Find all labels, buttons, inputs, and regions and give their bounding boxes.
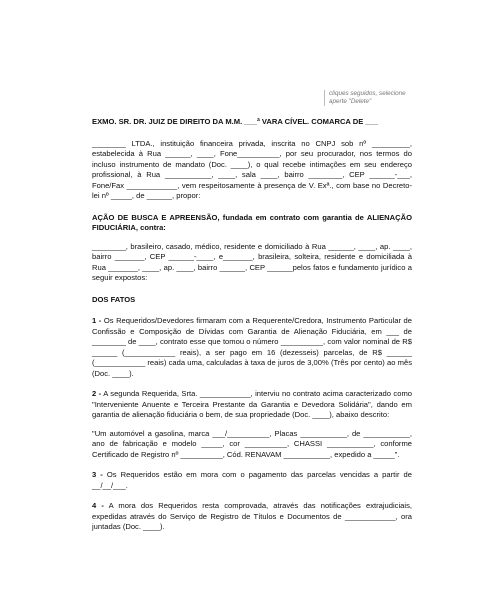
instruction-note-line-1: cliques seguidos, selecione (329, 90, 406, 97)
fact-1-paragraph (92, 316, 412, 379)
vehicle-description: "Um automóvel a gasolina, marca ___/__________, Placas ___________, de ___________, ano de fabricação e modelo _____, cor __________, CHASSI ___________, conforme Certificado de Registro nº __________, Cód. RENAVAM ___________, expedido a _____". (92, 428, 412, 459)
document-body (92, 117, 412, 533)
fact-2-paragraph (92, 389, 412, 421)
instruction-note (324, 90, 429, 106)
fact-3-paragraph (92, 470, 412, 491)
fact-4-paragraph (92, 501, 412, 533)
facts-heading: DOS FATOS (92, 294, 136, 304)
defendants-paragraph: ________, brasileiro, casado, médico, residente e domiciliado à Rua ______, ____, ap. ____, bairro _______, CEP ______-____, e_______, brasileira, solteira, residente e domiciliada à Rua _______, ____, ap. ____, bairro ______, CEP ______pelos fatos e fundamento jurídico a seguir expostos: (92, 241, 412, 282)
fact-4-number: 4 - (92, 501, 104, 510)
fact-2-number: 2 - (92, 389, 102, 398)
fact-3-number: 3 - (92, 470, 103, 479)
intro-paragraph: ________ LTDA., instituição financeira privada, inscrita no CNPJ sob nº _________, estabelecida à Rua ______, ____, Fone__________, por seu procurador, nos termos do incluso instrumento de mandato (Doc. ____), o qual recebe intimações em seu endereço profissional, à Rua ___________, ____, sala ____, bairro ________, CEP ______-___, Fone/Fax ____________, vem respeitosamente à presença de V. Exª., com base no Decreto-lei nº _____, de ______, propor: (92, 138, 412, 200)
petition-heading: EXMO. SR. DR. JUIZ DE DIREITO DA M.M. ___ª VARA CÍVEL. COMARCA DE ___ (92, 117, 379, 126)
action-title: AÇÃO DE BUSCA E APREENSÃO, fundada em contrato com garantia de ALIENAÇÃO FIDUCIÁRIA, contra: (92, 212, 412, 232)
fact-2-text: A segunda Requerida, Srta. ____________, interviu no contrato acima caracterizado como "Interveniente Anuente e Terceira Prestante da Garantia e Devedora Solidária", dando em garantia de alienação fiduciária o bem, de sua propriedade (Doc. ____), abaixo descrito: (92, 389, 412, 419)
fact-4-text: A mora dos Requeridos resta comprovada, através das notificações extrajudiciais, expedidas através do Serviço de Registro de Títulos e Documentos de ____________, ora juntadas (Doc. ____). (92, 501, 412, 531)
fact-3-text: Os Requeridos estão em mora com o pagamento das parcelas vencidas a partir de __/__/___. (92, 470, 412, 490)
fact-1-text: Os Requeridos/Devedores firmaram com a Requerente/Credora, Instrumento Particular de Confissão e Composição de Dívidas com Garantia de Alienação Fiduciária, em ___ de ________ de ____, contrato esse que tomou o número __________, com valor nominal de R$ ______ (____________ reais), a ser pago em 16 (dezesseis) parcelas, de R$ ______ (____________ reais) cada uma, calculadas à taxa de juros de 3,00% (Três por cento) ao mês (Doc. ____). (92, 316, 412, 378)
fact-1-number: 1 - (92, 316, 102, 325)
instruction-note-line-2: aperte "Delete" (329, 98, 372, 105)
